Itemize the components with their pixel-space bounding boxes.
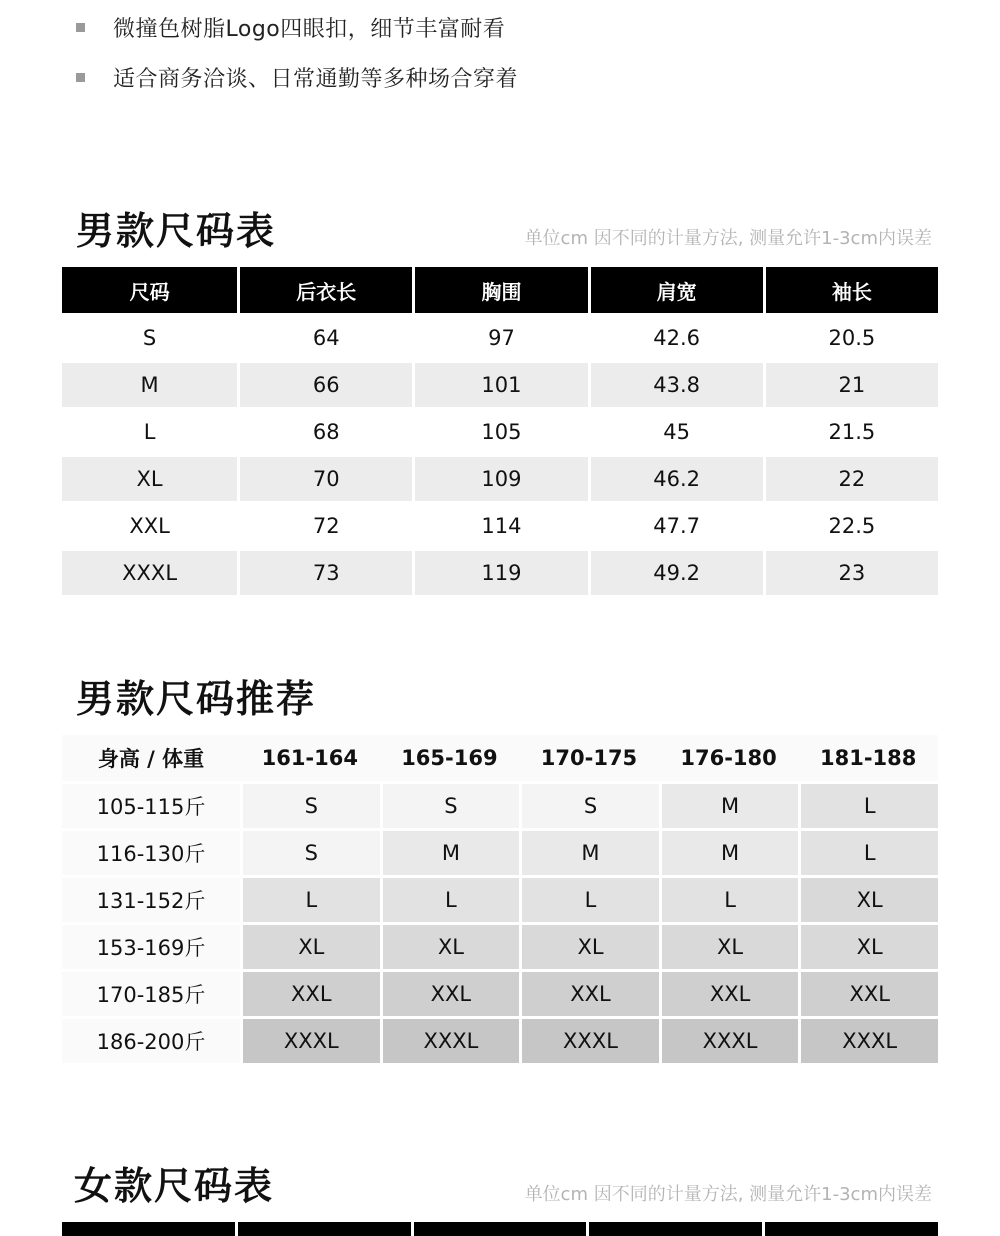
cell: XXL xyxy=(62,501,237,548)
cell: XL xyxy=(659,922,799,969)
cell: 49.2 xyxy=(588,548,763,595)
cell: S xyxy=(240,781,380,828)
feature-text: 适合商务洽谈、日常通勤等多种场合穿着 xyxy=(113,67,519,92)
table-row xyxy=(62,828,938,875)
cell: XXXL xyxy=(240,1016,380,1063)
header-size: 尺码 xyxy=(62,267,237,313)
cell: XL xyxy=(519,922,659,969)
header-shoulder: 肩宽 xyxy=(588,267,763,313)
weight-label: 131-152斤 xyxy=(62,875,240,922)
cell: XL xyxy=(798,922,938,969)
cell: L xyxy=(798,828,938,875)
cell: L xyxy=(380,875,520,922)
cell: L xyxy=(519,875,659,922)
weight-label: 186-200斤 xyxy=(62,1016,240,1063)
table-row xyxy=(62,781,938,828)
height-header: 170-175 xyxy=(519,735,659,781)
cell: XXXL xyxy=(798,1016,938,1063)
cell: S xyxy=(62,313,237,360)
weight-label: 105-115斤 xyxy=(62,781,240,828)
header-cell xyxy=(586,1222,762,1236)
header-cell xyxy=(235,1222,411,1236)
cell: 21.5 xyxy=(763,407,938,454)
bullet-square-icon xyxy=(76,73,85,82)
cell: L xyxy=(659,875,799,922)
mens-size-table xyxy=(62,267,938,595)
feature-item xyxy=(76,12,505,43)
table-row xyxy=(62,548,938,595)
cell: 66 xyxy=(237,360,412,407)
height-header: 165-169 xyxy=(380,735,520,781)
cell: L xyxy=(798,781,938,828)
table-row xyxy=(62,922,938,969)
cell: 73 xyxy=(237,548,412,595)
table-row xyxy=(62,501,938,548)
mens-recommend-table xyxy=(62,735,938,1063)
table-row xyxy=(62,313,938,360)
weight-label: 170-185斤 xyxy=(62,969,240,1016)
height-header: 181-188 xyxy=(798,735,938,781)
cell: XL xyxy=(62,454,237,501)
cell: M xyxy=(519,828,659,875)
womens-size-chart-title: 女款尺码表 xyxy=(74,1164,275,1208)
cell: 42.6 xyxy=(588,313,763,360)
cell: 70 xyxy=(237,454,412,501)
cell: 68 xyxy=(237,407,412,454)
mens-unit-note: 单位cm 因不同的计量方法, 测量允许1-3cm内误差 xyxy=(524,228,932,249)
cell: M xyxy=(62,360,237,407)
cell: 114 xyxy=(412,501,587,548)
cell: XXXL xyxy=(659,1016,799,1063)
cell: 101 xyxy=(412,360,587,407)
table-row xyxy=(62,969,938,1016)
cell: XXL xyxy=(798,969,938,1016)
womens-table-header-strip xyxy=(62,1222,938,1236)
mens-recommend-title: 男款尺码推荐 xyxy=(76,677,317,721)
cell: M xyxy=(659,828,799,875)
cell: S xyxy=(519,781,659,828)
table-row xyxy=(62,360,938,407)
cell: 105 xyxy=(412,407,587,454)
table-row xyxy=(62,875,938,922)
cell: XL xyxy=(380,922,520,969)
cell: XXL xyxy=(240,969,380,1016)
cell: 43.8 xyxy=(588,360,763,407)
cell: 72 xyxy=(237,501,412,548)
cell: XXL xyxy=(380,969,520,1016)
cell: 22 xyxy=(763,454,938,501)
height-header: 161-164 xyxy=(240,735,380,781)
table-row xyxy=(62,1016,938,1063)
womens-unit-note: 单位cm 因不同的计量方法, 测量允许1-3cm内误差 xyxy=(524,1184,932,1205)
cell: 20.5 xyxy=(763,313,938,360)
corner-label: 身高 / 体重 xyxy=(62,735,240,781)
cell: XXXL xyxy=(519,1016,659,1063)
weight-label: 116-130斤 xyxy=(62,828,240,875)
cell: 23 xyxy=(763,548,938,595)
cell: XXXL xyxy=(380,1016,520,1063)
cell: 21 xyxy=(763,360,938,407)
cell: 45 xyxy=(588,407,763,454)
cell: 46.2 xyxy=(588,454,763,501)
header-back-length: 后衣长 xyxy=(237,267,412,313)
cell: M xyxy=(380,828,520,875)
cell: S xyxy=(240,828,380,875)
feature-text: 微撞色树脂Logo四眼扣，细节丰富耐看 xyxy=(113,17,506,42)
cell: 22.5 xyxy=(763,501,938,548)
cell: XXL xyxy=(659,969,799,1016)
header-sleeve: 袖长 xyxy=(763,267,938,313)
cell: 64 xyxy=(237,313,412,360)
table-row xyxy=(62,407,938,454)
table-header-row xyxy=(62,735,938,781)
header-cell xyxy=(62,1222,235,1236)
cell: 119 xyxy=(412,548,587,595)
cell: XL xyxy=(240,922,380,969)
feature-item xyxy=(76,62,518,93)
cell: XXXL xyxy=(62,548,237,595)
cell: S xyxy=(380,781,520,828)
cell: 109 xyxy=(412,454,587,501)
mens-size-chart-title: 男款尺码表 xyxy=(76,209,277,253)
cell: L xyxy=(62,407,237,454)
height-header: 176-180 xyxy=(659,735,799,781)
cell: XXL xyxy=(519,969,659,1016)
table-header-row xyxy=(62,267,938,313)
cell: L xyxy=(240,875,380,922)
header-chest: 胸围 xyxy=(412,267,587,313)
header-cell xyxy=(762,1222,938,1236)
cell: 97 xyxy=(412,313,587,360)
cell: 47.7 xyxy=(588,501,763,548)
cell: M xyxy=(659,781,799,828)
weight-label: 153-169斤 xyxy=(62,922,240,969)
table-row xyxy=(62,454,938,501)
bullet-square-icon xyxy=(76,23,85,32)
header-cell xyxy=(411,1222,587,1236)
cell: XL xyxy=(798,875,938,922)
